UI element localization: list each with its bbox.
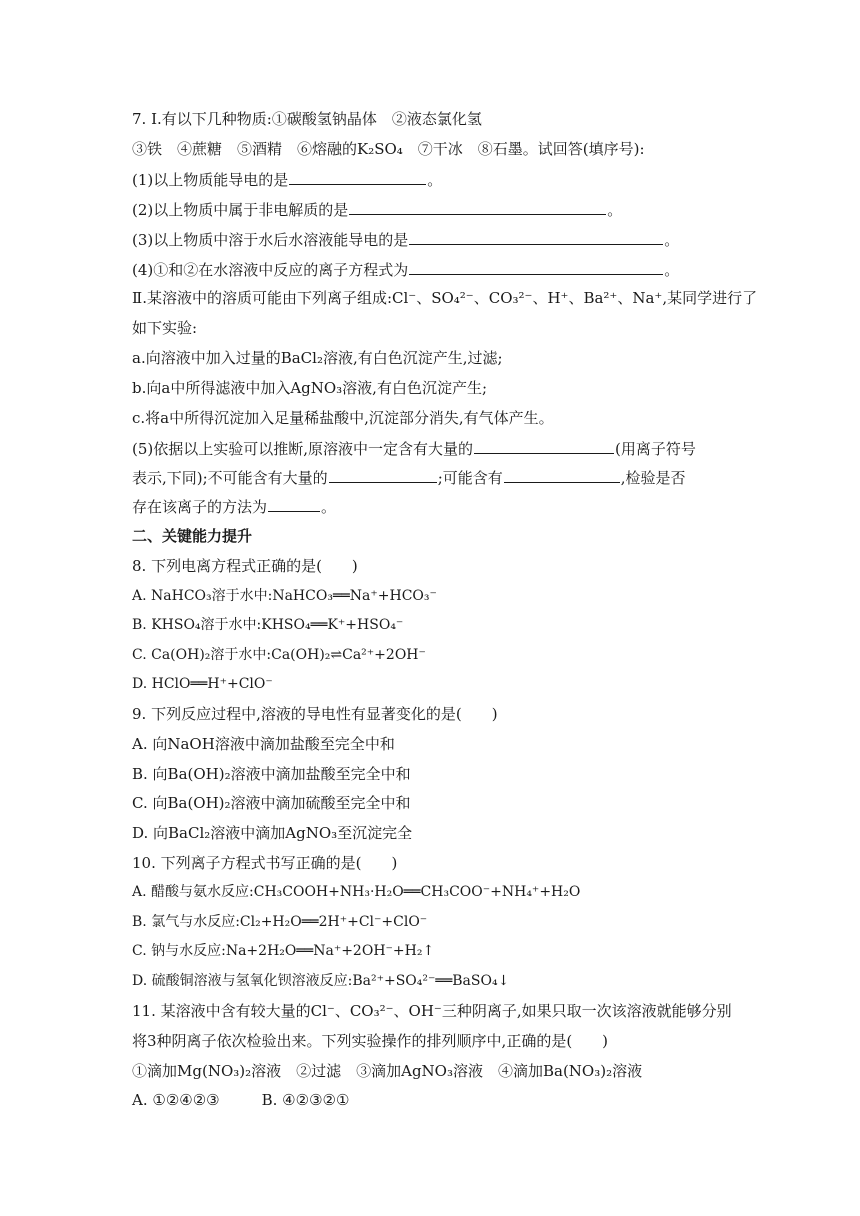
q7-sub3-end: 。: [664, 231, 680, 249]
q10-option-d: D. 硫酸铜溶液与氢氧化钡溶液反应:Ba²⁺+SO₄²⁻══BaSO₄↓: [132, 973, 510, 989]
q8-stem: 8. 下列电离方程式正确的是( ): [132, 557, 358, 575]
q11-option-a: A. ①②④②③: [132, 1091, 220, 1109]
q9-option-d: D. 向BaCl₂溶液中滴加AgNO₃至沉淀完全: [132, 824, 413, 842]
q7-step-b: b.向a中所得滤液中加入AgNO₃溶液,有白色沉淀产生;: [132, 379, 488, 397]
answer-blank[interactable]: [289, 169, 426, 185]
q7-sub1-text: (1)以上物质能导电的是: [132, 171, 289, 189]
q7-sub5-text-f: 存在该离子的方法为: [132, 498, 268, 516]
q10-stem: 10. 下列离子方程式书写正确的是( ): [132, 854, 398, 872]
q7-sub5-line3: [132, 496, 336, 517]
answer-blank[interactable]: [349, 199, 606, 215]
q7-sub5-text-d: ;可能含有: [437, 469, 503, 487]
q11-line2: 将3种阴离子依次检验出来。下列实验操作的排列顺序中,正确的是( ): [132, 1032, 609, 1050]
q10-option-c: C. 钠与水反应:Na+2H₂O══Na⁺+2OH⁻+H₂↑: [132, 943, 435, 959]
q9-option-b: B. 向Ba(OH)₂溶液中滴加盐酸至完全中和: [132, 765, 411, 783]
q10-option-b: B. 氯气与水反应:Cl₂+H₂O══2H⁺+Cl⁻+ClO⁻: [132, 914, 428, 930]
q7-sub5-text-b: (用离子符号: [615, 440, 696, 458]
q7-step-c: c.将a中所得沉淀加入足量稀盐酸中,沉淀部分消失,有气体产生。: [132, 409, 554, 427]
q7-sub3: [132, 229, 679, 250]
q11-option-b: B. ④②③②①: [261, 1091, 350, 1109]
q8-option-a: A. NaHCO₃溶于水中:NaHCO₃══Na⁺+HCO₃⁻: [132, 588, 437, 604]
answer-blank[interactable]: [329, 467, 437, 483]
q7-sub4: [132, 259, 679, 280]
section-heading: 二、关键能力提升: [132, 527, 253, 545]
q9-stem: 9. 下列反应过程中,溶液的导电性有显著变化的是( ): [132, 705, 498, 723]
q7-sub1: [132, 169, 442, 190]
q11-line3: ①滴加Mg(NO₃)₂溶液 ②过滤 ③滴加AgNO₃溶液 ④滴加Ba(NO₃)₂溶液: [132, 1062, 643, 1080]
q9-option-c: C. 向Ba(OH)₂溶液中滴加硫酸至完全中和: [132, 794, 411, 812]
q7-part2-line2: 如下实验:: [132, 319, 198, 337]
q11-options: [132, 1090, 349, 1110]
q7-part2-line1: Ⅱ.某溶液中的溶质可能由下列离子组成:Cl⁻、SO₄²⁻、CO₃²⁻、H⁺、Ba²⁺、Na⁺,某同学进行了: [132, 289, 758, 307]
q7-sub5-line2: [132, 467, 686, 488]
q7-sub3-text: (3)以上物质中溶于水后水溶液能导电的是: [132, 231, 409, 249]
q7-sub2: [132, 199, 622, 220]
q7-sub4-text: (4)①和②在水溶液中反应的离子方程式为: [132, 261, 409, 279]
answer-blank[interactable]: [474, 438, 614, 454]
q8-option-b: B. KHSO₄溶于水中:KHSO₄══K⁺+HSO₄⁻: [132, 617, 404, 633]
q9-option-a: A. 向NaOH溶液中滴加盐酸至完全中和: [132, 735, 395, 753]
q7-sub2-text: (2)以上物质中属于非电解质的是: [132, 201, 349, 219]
answer-blank[interactable]: [409, 229, 663, 245]
q7-sub4-end: 。: [664, 261, 680, 279]
q11-line1: 11. 某溶液中含有较大量的Cl⁻、CO₃²⁻、OH⁻三种阴离子,如果只取一次该溶液就能够分别: [132, 1002, 732, 1020]
q7-sub1-end: 。: [427, 171, 443, 189]
q8-option-d: D. HClO══H⁺+ClO⁻: [132, 676, 273, 692]
answer-blank[interactable]: [504, 467, 620, 483]
q7-sub5-text-g: 。: [321, 498, 337, 516]
q7-sub5-line1: [132, 438, 696, 459]
q7-sub5-text-a: (5)依据以上实验可以推断,原溶液中一定含有大量的: [132, 440, 474, 458]
q7-sub2-end: 。: [607, 201, 623, 219]
q7-sub5-text-e: ,检验是否: [620, 469, 686, 487]
answer-blank[interactable]: [409, 259, 663, 275]
q7-sub5-text-c: 表示,下同);不可能含有大量的: [132, 469, 328, 487]
q7-line2: ③铁 ④蔗糖 ⑤酒精 ⑥熔融的K₂SO₄ ⑦干冰 ⑧石墨。试回答(填序号):: [132, 140, 645, 158]
q8-option-c: C. Ca(OH)₂溶于水中:Ca(OH)₂⇌Ca²⁺+2OH⁻: [132, 647, 426, 663]
q7-line1: 7. Ⅰ.有以下几种物质:①碳酸氢钠晶体 ②液态氯化氢: [132, 110, 482, 128]
answer-blank[interactable]: [268, 496, 320, 512]
q7-step-a: a.向溶液中加入过量的BaCl₂溶液,有白色沉淀产生,过滤;: [132, 349, 503, 367]
q10-option-a: A. 醋酸与氨水反应:CH₃COOH+NH₃·H₂O══CH₃COO⁻+NH₄⁺+H₂O: [132, 884, 581, 900]
